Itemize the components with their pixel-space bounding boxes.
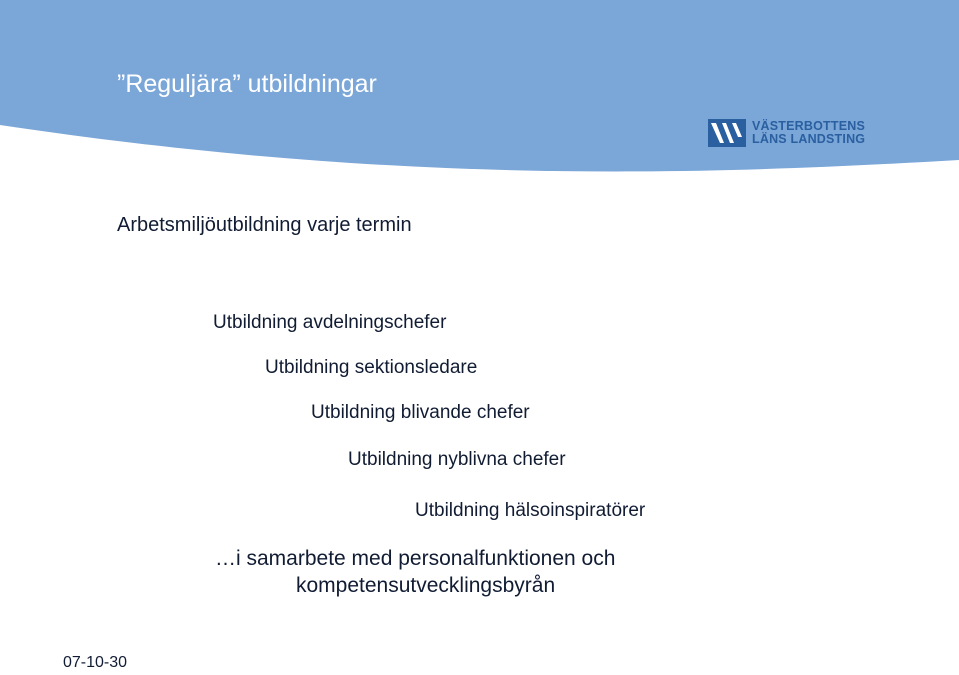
logo-line1: VÄSTERBOTTENS [752, 119, 866, 133]
item-halsoinspiratorer: Utbildning hälsoinspiratörer [415, 500, 646, 521]
item-avdelningschefer: Utbildning avdelningschefer [213, 312, 447, 333]
item-nyblivna-chefer: Utbildning nyblivna chefer [348, 449, 566, 470]
vll-logo [708, 119, 865, 147]
item-sektionsledare: Utbildning sektionsledare [265, 357, 478, 378]
slide-date: 07-10-30 [63, 654, 128, 671]
slide-title: ”Reguljära” utbildningar [117, 70, 377, 98]
item-arbetsmiljo: Arbetsmiljöutbildning varje termin [117, 214, 412, 236]
vll-logo-icon [708, 119, 746, 147]
logo-line2: LÄNS LANDSTING [752, 132, 866, 146]
note-line2: kompetensutvecklingsbyrån [296, 574, 556, 597]
item-blivande-chefer: Utbildning blivande chefer [311, 402, 530, 423]
note-line1: …i samarbete med personalfunktionen och [215, 547, 616, 570]
vll-logo-text [752, 120, 865, 146]
collaboration-note [215, 545, 615, 599]
